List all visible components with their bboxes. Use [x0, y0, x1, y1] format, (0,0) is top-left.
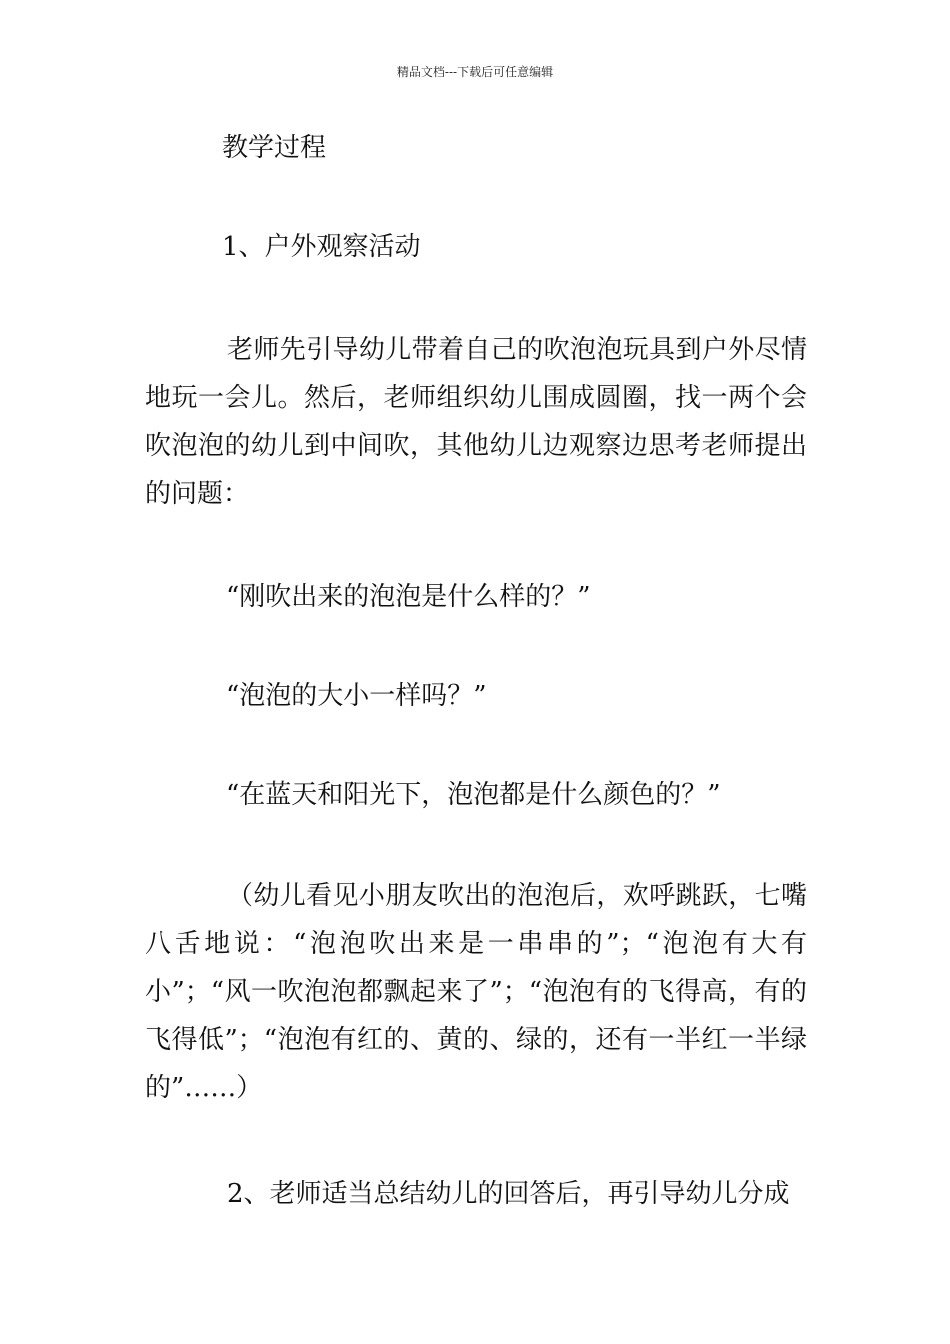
page-header: 精品文档---下载后可任意编辑 [396, 65, 554, 79]
question-3: “在蓝天和阳光下，泡泡都是什么颜色的？” [226, 780, 721, 810]
section2-paragraph-start: 2、老师适当总结幼儿的回答后，再引导幼儿分成 [227, 1179, 790, 1209]
section1-heading: 1、户外观察活动 [222, 232, 421, 262]
section-title: 教学过程 [222, 133, 327, 163]
section1-paragraph: 老师先引导幼儿带着自己的吹泡泡玩具到户外尽情地玩一会儿。然后，老师组织幼儿围成圆圈，找一两个会吹泡泡的幼儿到中间吹，其他幼儿边观察边思考老师提出的问题： [145, 335, 807, 509]
question-1: “刚吹出来的泡泡是什么样的？” [226, 582, 591, 612]
children-response-paragraph: （幼儿看见小朋友吹出的泡泡后，欢呼跳跃，七嘴八舌地说：“泡泡吹出来是一串串的”；“泡泡有大有小”；“风一吹泡泡都飘起来了”；“泡泡有的飞得高，有的飞得低”；“泡泡有红的、黄的、绿的，还有一半红一半绿的”……） [145, 881, 807, 1103]
question-2: “泡泡的大小一样吗？” [226, 681, 487, 711]
